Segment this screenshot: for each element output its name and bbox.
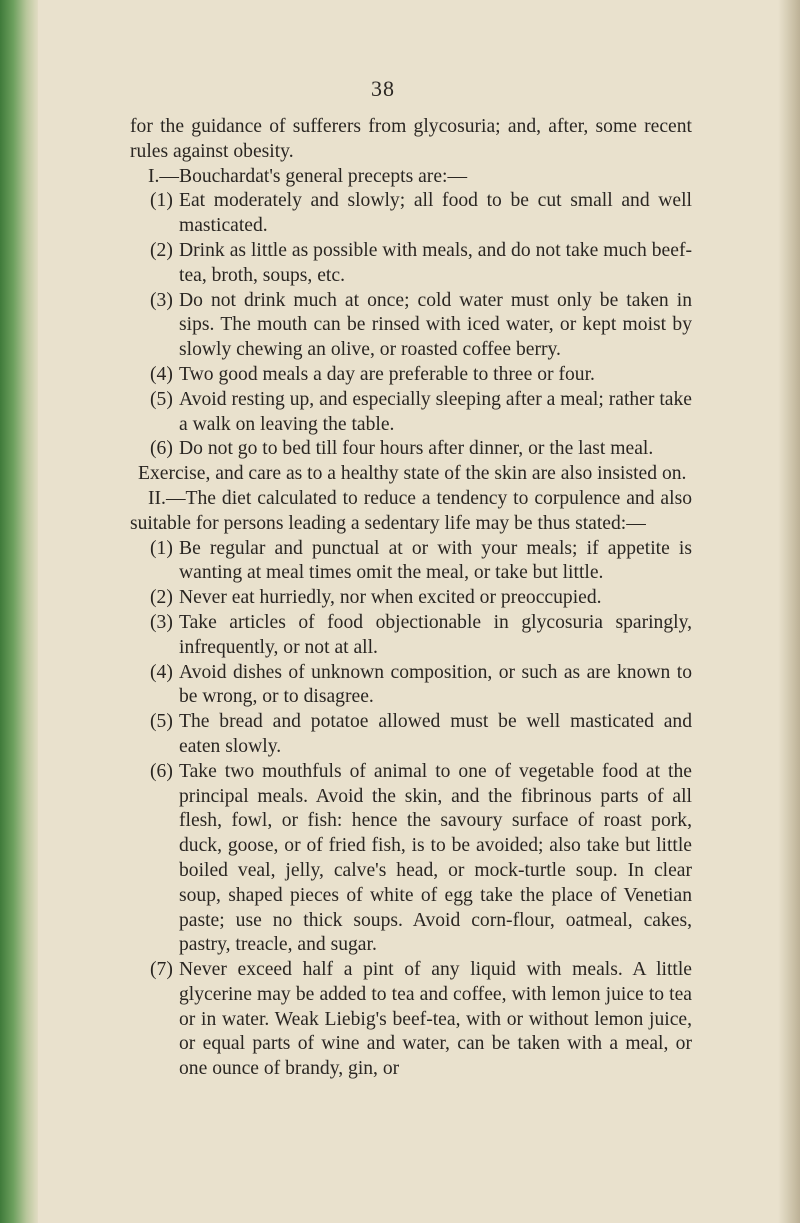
item-number: (1) — [150, 190, 173, 212]
item-number: (6) — [150, 760, 173, 782]
item-number: (7) — [150, 959, 173, 981]
section-1-item-6 — [130, 437, 692, 462]
item-text: Take articles of food objectionable in glycosuria sparingly, infrequently, or not at all. — [179, 611, 692, 658]
page-edge-right — [778, 0, 800, 1223]
item-text: Avoid dishes of unknown composition, or such as are known to be wrong, or to disagree. — [179, 661, 692, 708]
section-2-item-7 — [130, 958, 692, 1082]
section-2-item-1 — [130, 537, 692, 587]
section-1-heading: I.—Bouchardat's general precepts are:— — [148, 165, 468, 187]
section-1-item-4 — [130, 363, 692, 388]
item-text: Avoid resting up, and especially sleeping after a meal; rather take a walk on leaving the table. — [179, 388, 692, 435]
section-1-item-1 — [130, 189, 692, 239]
item-text: Do not drink much at once; cold water must only be taken in sips. The mouth can be rinsed with iced water, or kept moist by slowly chewing an olive, or roasted coffee berry. — [179, 289, 692, 361]
item-number: (4) — [150, 363, 173, 385]
item-number: (2) — [150, 587, 173, 609]
item-number: (6) — [150, 438, 173, 460]
intro-paragraph: for the guidance of sufferers from glycosuria; and, after, some recent rules against obesity. — [130, 116, 692, 162]
section-2-item-3 — [130, 611, 692, 661]
item-number: (3) — [150, 611, 173, 633]
item-text: Drink as little as possible with meals, and do not take much beef-tea, broth, soups, etc. — [179, 239, 692, 286]
item-number: (5) — [150, 388, 173, 410]
item-text: Be regular and punctual at or with your meals; if appetite is wanting at meal times omit the meal, or take but little. — [179, 537, 692, 584]
section-2-item-5 — [130, 710, 692, 760]
section-2-item-2 — [130, 586, 692, 611]
item-number: (4) — [150, 661, 173, 683]
item-number: (2) — [150, 239, 173, 261]
item-text: Eat moderately and slowly; all food to be cut small and well masticated. — [179, 190, 692, 237]
item-text: Do not go to bed till four hours after dinner, or the last meal. — [179, 438, 654, 460]
item-text: Two good meals a day are preferable to three or four. — [179, 363, 595, 385]
page-body — [130, 115, 692, 1082]
section-2-item-6 — [130, 760, 692, 958]
section-2-item-4 — [130, 661, 692, 711]
exercise-paragraph: Exercise, and care as to a healthy state of the skin are also insisted on. — [138, 463, 687, 485]
item-text: The bread and potatoe allowed must be well masticated and eaten slowly. — [179, 711, 692, 757]
item-number: (3) — [150, 289, 173, 311]
section-1-item-5 — [130, 388, 692, 438]
item-text: Never eat hurriedly, nor when excited or preoccupied. — [179, 587, 602, 609]
section-2-heading: II.—The diet calculated to reduce a tendency to corpulence and also suitable for persons leading a sedentary life may be thus stated:— — [130, 487, 692, 534]
item-number: (1) — [150, 537, 173, 559]
item-text: Never exceed half a pint of any liquid with meals. A little glycerine may be added to tea and coffee, with lemon juice to tea or in water. Weak Liebig's beef-tea, with or without lemon juice, or equal parts of wine and water, can be taken with a meal, or one ounce of brandy, gin, or — [179, 959, 692, 1080]
section-1-item-3 — [130, 289, 692, 363]
section-1-item-2 — [130, 239, 692, 289]
item-number: (5) — [150, 711, 173, 733]
item-text: Take two mouthfuls of animal to one of vegetable food at the principal meals. Avoid the skin, and the fibrinous parts of all flesh, fowl, or fish: hence the savoury surface of roast pork, duck, goose, or of fried fish, is to be avoided; also take but little boiled veal, jelly, calve's head, or mock-turtle soup. In clear soup, shaped pieces of white of egg take the place of Venetian paste; use no thick soups. Avoid corn-flour, oatmeal, cakes, pastry, treacle, and sugar. — [179, 760, 692, 956]
book-spine-shadow-left — [0, 0, 38, 1223]
page-number: 38 — [371, 76, 395, 101]
